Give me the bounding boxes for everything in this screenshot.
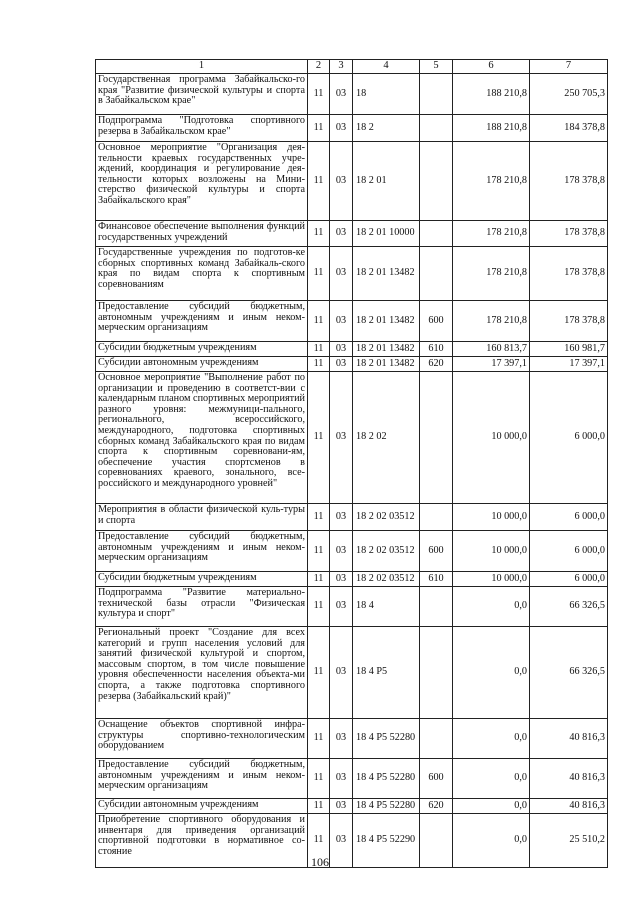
column-number-row bbox=[96, 60, 608, 74]
expense-type-code: 620 bbox=[420, 357, 453, 372]
expense-type-code: 620 bbox=[420, 799, 453, 814]
target-article-code: 18 4 P5 52280 bbox=[353, 719, 420, 759]
amount-col7: 66 326,5 bbox=[530, 627, 608, 719]
amount-col6: 0,0 bbox=[453, 627, 530, 719]
amount-col7: 40 816,3 bbox=[530, 759, 608, 799]
table-row bbox=[96, 142, 608, 221]
target-article-code: 18 2 02 03512 bbox=[353, 572, 420, 587]
row-name: Приобретение спортивного оборудования и инвентаря для приведения организаций спортивной подготовки в нормативное со-стояние bbox=[96, 814, 308, 868]
page-number: 106 bbox=[311, 855, 329, 869]
amount-col6: 178 210,8 bbox=[453, 301, 530, 342]
amount-col6: 178 210,8 bbox=[453, 247, 530, 301]
expense-type-code bbox=[420, 115, 453, 142]
target-article-code: 18 2 01 13482 bbox=[353, 301, 420, 342]
table-row bbox=[96, 372, 608, 504]
amount-col6: 188 210,8 bbox=[453, 74, 530, 115]
section-code: 11 bbox=[308, 799, 330, 814]
column-number: 7 bbox=[530, 60, 608, 74]
expense-type-code: 600 bbox=[420, 301, 453, 342]
budget-table bbox=[95, 59, 608, 868]
amount-col7: 178 378,8 bbox=[530, 301, 608, 342]
expense-type-code bbox=[420, 627, 453, 719]
subsection-code: 03 bbox=[330, 247, 353, 301]
table-row bbox=[96, 504, 608, 531]
amount-col6: 0,0 bbox=[453, 759, 530, 799]
section-code: 11 bbox=[308, 301, 330, 342]
amount-col7: 184 378,8 bbox=[530, 115, 608, 142]
expense-type-code: 600 bbox=[420, 531, 453, 572]
row-name: Финансовое обеспечение выполнения функций государственных учреждений bbox=[96, 221, 308, 247]
section-code: 11 bbox=[308, 221, 330, 247]
column-number: 5 bbox=[420, 60, 453, 74]
target-article-code: 18 2 02 bbox=[353, 372, 420, 504]
subsection-code: 03 bbox=[330, 142, 353, 221]
section-code: 11 bbox=[308, 627, 330, 719]
row-name: Региональный проект "Создание для всех категорий и групп населения условий для занятий физической культурой и спортом, массовым спортом, в том числе повышение уровня обеспеченности населения объекта-ми спорта, а также подготовка спортивного резерва (Забайкальский край)" bbox=[96, 627, 308, 719]
amount-col7: 6 000,0 bbox=[530, 372, 608, 504]
amount-col7: 178 378,8 bbox=[530, 247, 608, 301]
section-code: 11 bbox=[308, 814, 330, 868]
column-number: 2 bbox=[308, 60, 330, 74]
amount-col7: 6 000,0 bbox=[530, 504, 608, 531]
subsection-code: 03 bbox=[330, 627, 353, 719]
amount-col7: 40 816,3 bbox=[530, 719, 608, 759]
amount-col6: 10 000,0 bbox=[453, 531, 530, 572]
section-code: 11 bbox=[308, 247, 330, 301]
section-code: 11 bbox=[308, 504, 330, 531]
subsection-code: 03 bbox=[330, 531, 353, 572]
target-article-code: 18 bbox=[353, 74, 420, 115]
row-name: Субсидии автономным учреждениям bbox=[96, 799, 308, 814]
table-row bbox=[96, 587, 608, 627]
table-row bbox=[96, 572, 608, 587]
target-article-code: 18 2 01 bbox=[353, 142, 420, 221]
subsection-code: 03 bbox=[330, 587, 353, 627]
subsection-code: 03 bbox=[330, 372, 353, 504]
target-article-code: 18 4 P5 52290 bbox=[353, 814, 420, 868]
amount-col6: 178 210,8 bbox=[453, 221, 530, 247]
row-name: Субсидии бюджетным учреждениям bbox=[96, 342, 308, 357]
subsection-code: 03 bbox=[330, 814, 353, 868]
target-article-code: 18 2 01 13482 bbox=[353, 357, 420, 372]
subsection-code: 03 bbox=[330, 301, 353, 342]
section-code: 11 bbox=[308, 719, 330, 759]
subsection-code: 03 bbox=[330, 74, 353, 115]
table-row bbox=[96, 115, 608, 142]
target-article-code: 18 4 P5 bbox=[353, 627, 420, 719]
column-number: 4 bbox=[353, 60, 420, 74]
subsection-code: 03 bbox=[330, 221, 353, 247]
section-code: 11 bbox=[308, 115, 330, 142]
subsection-code: 03 bbox=[330, 504, 353, 531]
target-article-code: 18 4 P5 52280 bbox=[353, 799, 420, 814]
table-row bbox=[96, 759, 608, 799]
amount-col7: 250 705,3 bbox=[530, 74, 608, 115]
amount-col6: 0,0 bbox=[453, 587, 530, 627]
subsection-code: 03 bbox=[330, 799, 353, 814]
target-article-code: 18 2 bbox=[353, 115, 420, 142]
row-name: Оснащение объектов спортивной инфра-структуры спортивно-технологическим оборудованием bbox=[96, 719, 308, 759]
amount-col6: 0,0 bbox=[453, 719, 530, 759]
amount-col7: 25 510,2 bbox=[530, 814, 608, 868]
table-body bbox=[96, 74, 608, 868]
amount-col6: 160 813,7 bbox=[453, 342, 530, 357]
target-article-code: 18 2 02 03512 bbox=[353, 531, 420, 572]
amount-col6: 10 000,0 bbox=[453, 372, 530, 504]
amount-col6: 178 210,8 bbox=[453, 142, 530, 221]
section-code: 11 bbox=[308, 74, 330, 115]
expense-type-code bbox=[420, 719, 453, 759]
row-name: Мероприятия в области физической куль-туры и спорта bbox=[96, 504, 308, 531]
amount-col7: 6 000,0 bbox=[530, 531, 608, 572]
column-number: 1 bbox=[96, 60, 308, 74]
table-row bbox=[96, 531, 608, 572]
table-row bbox=[96, 719, 608, 759]
amount-col6: 10 000,0 bbox=[453, 504, 530, 531]
amount-col7: 66 326,5 bbox=[530, 587, 608, 627]
amount-col7: 40 816,3 bbox=[530, 799, 608, 814]
expense-type-code bbox=[420, 142, 453, 221]
amount-col6: 188 210,8 bbox=[453, 115, 530, 142]
subsection-code: 03 bbox=[330, 572, 353, 587]
amount-col7: 17 397,1 bbox=[530, 357, 608, 372]
target-article-code: 18 2 01 13482 bbox=[353, 342, 420, 357]
section-code: 11 bbox=[308, 572, 330, 587]
section-code: 11 bbox=[308, 531, 330, 572]
target-article-code: 18 2 01 13482 bbox=[353, 247, 420, 301]
table-row bbox=[96, 221, 608, 247]
expense-type-code bbox=[420, 372, 453, 504]
target-article-code: 18 4 P5 52280 bbox=[353, 759, 420, 799]
table-row bbox=[96, 342, 608, 357]
section-code: 11 bbox=[308, 342, 330, 357]
row-name: Основное мероприятие "Организация дея-тельности краевых государственных учре-ждений, координация и регулирование дея-тельности которых возложены на Мини-стерство физической культуры и спорта Забайкальского края" bbox=[96, 142, 308, 221]
row-name: Субсидии бюджетным учреждениям bbox=[96, 572, 308, 587]
section-code: 11 bbox=[308, 587, 330, 627]
subsection-code: 03 bbox=[330, 115, 353, 142]
expense-type-code bbox=[420, 247, 453, 301]
table-row bbox=[96, 74, 608, 115]
row-name: Субсидии автономным учреждениям bbox=[96, 357, 308, 372]
target-article-code: 18 4 bbox=[353, 587, 420, 627]
table-row bbox=[96, 301, 608, 342]
expense-type-code bbox=[420, 74, 453, 115]
row-name: Подпрограмма "Развитие материально-технической базы отрасли "Физическая культура и спорт" bbox=[96, 587, 308, 627]
section-code: 11 bbox=[308, 372, 330, 504]
expense-type-code: 610 bbox=[420, 342, 453, 357]
amount-col7: 178 378,8 bbox=[530, 221, 608, 247]
row-name: Предоставление субсидий бюджетным, автономным учреждениям и иным неком-мерческим организациям bbox=[96, 301, 308, 342]
expense-type-code bbox=[420, 221, 453, 247]
amount-col6: 17 397,1 bbox=[453, 357, 530, 372]
amount-col7: 160 981,7 bbox=[530, 342, 608, 357]
expense-type-code: 600 bbox=[420, 759, 453, 799]
row-name: Основное мероприятие "Выполнение работ по организации и проведению в соответст-вии с календарным планом спортивных мероприятий разного уровня: межмуници-пального, регионального, всероссийского, международного, подготовка спортивных сборных команд Забайкальского края по видам спорта к спортивным соревновани-ям, обеспечение участия спортсменов в соревнованиях краевого, зонального, все-российского и международного уровней" bbox=[96, 372, 308, 504]
amount-col7: 178 378,8 bbox=[530, 142, 608, 221]
table-row bbox=[96, 247, 608, 301]
amount-col6: 10 000,0 bbox=[453, 572, 530, 587]
target-article-code: 18 2 02 03512 bbox=[353, 504, 420, 531]
subsection-code: 03 bbox=[330, 357, 353, 372]
table-row bbox=[96, 357, 608, 372]
row-name: Предоставление субсидий бюджетным, автономным учреждениям и иным неком-мерческим организациям bbox=[96, 759, 308, 799]
subsection-code: 03 bbox=[330, 342, 353, 357]
subsection-code: 03 bbox=[330, 759, 353, 799]
row-name: Государственные учреждения по подготов-ке сборных спортивных команд Забайкаль-ского края по видам спорта к спортивным соревнованиям bbox=[96, 247, 308, 301]
table-row bbox=[96, 627, 608, 719]
column-number: 3 bbox=[330, 60, 353, 74]
row-name: Государственная программа Забайкальско-го края "Развитие физической культуры и спорта в Забайкальском крае" bbox=[96, 74, 308, 115]
amount-col6: 0,0 bbox=[453, 814, 530, 868]
section-code: 11 bbox=[308, 759, 330, 799]
expense-type-code: 610 bbox=[420, 572, 453, 587]
expense-type-code bbox=[420, 587, 453, 627]
amount-col7: 6 000,0 bbox=[530, 572, 608, 587]
section-code: 11 bbox=[308, 142, 330, 221]
table-row bbox=[96, 799, 608, 814]
row-name: Подпрограмма "Подготовка спортивного резерва в Забайкальском крае" bbox=[96, 115, 308, 142]
row-name: Предоставление субсидий бюджетным, автономным учреждениям и иным неком-мерческим организациям bbox=[96, 531, 308, 572]
subsection-code: 03 bbox=[330, 719, 353, 759]
section-code: 11 bbox=[308, 357, 330, 372]
column-number: 6 bbox=[453, 60, 530, 74]
target-article-code: 18 2 01 10000 bbox=[353, 221, 420, 247]
expense-type-code bbox=[420, 504, 453, 531]
amount-col6: 0,0 bbox=[453, 799, 530, 814]
